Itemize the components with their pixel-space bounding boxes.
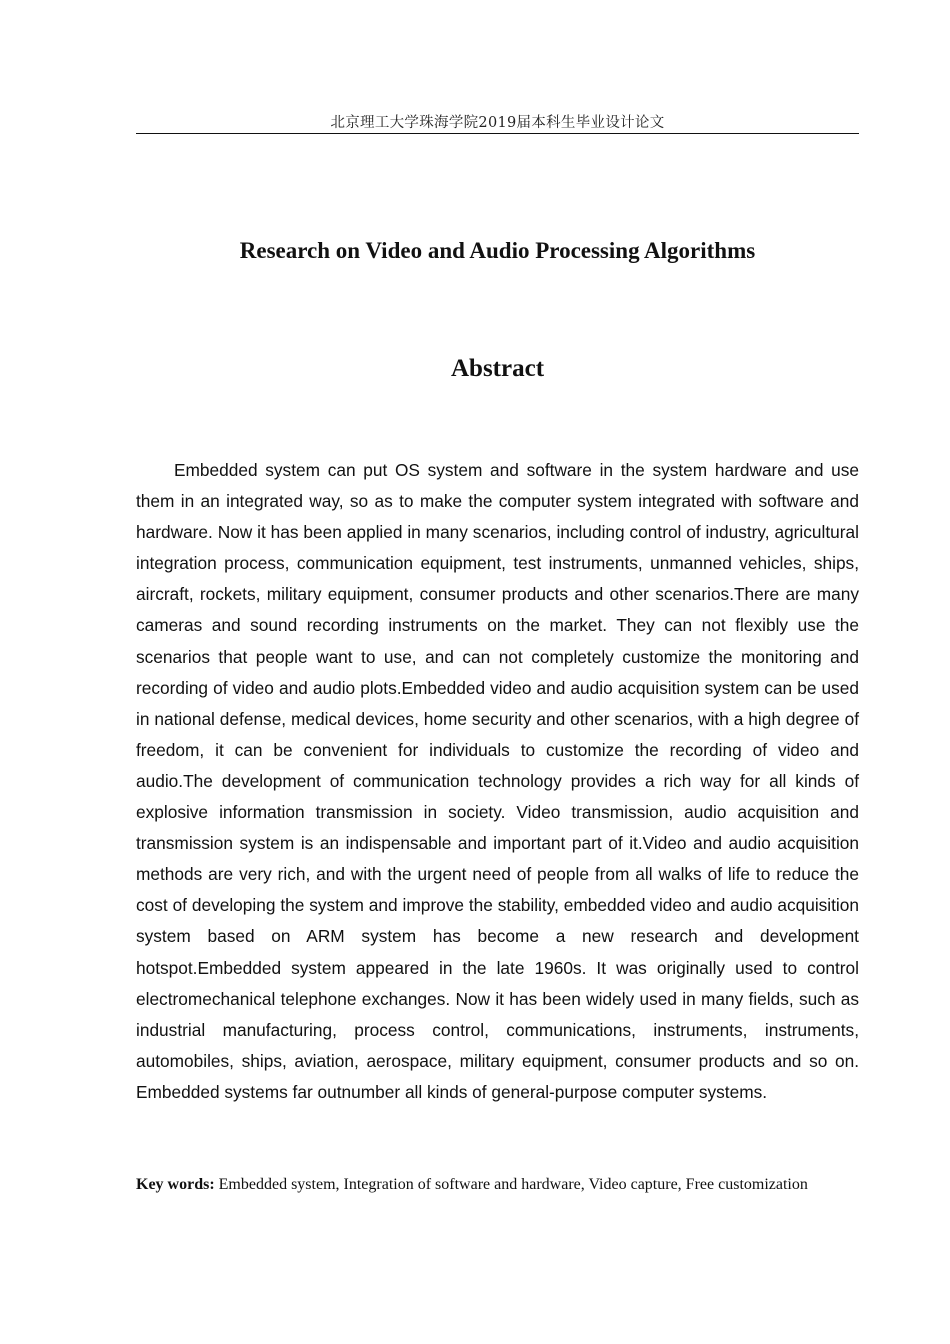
- header-rule: [136, 133, 859, 134]
- abstract-heading: Abstract: [450, 355, 545, 382]
- running-header: 北京理工大学珠海学院2019届本科生毕业设计论文: [330, 115, 665, 131]
- keywords-text: Embedded system, Integration of software and hardware, Video capture, Free customization: [218, 1176, 808, 1193]
- keywords-label: Key words:: [136, 1176, 215, 1193]
- paper-title: Research on Video and Audio Processing Algorithms: [239, 238, 756, 263]
- keywords-line: [136, 1174, 859, 1196]
- abstract-body: Embedded system can put OS system and software in the system hardware and use them in an integrated way, so as to make the computer system integrated with software and hardware. Now it has been applied in many scenarios, including control of industry, agricultural integration process, communication equipment, test instruments, unmanned vehicles, ships, aircraft, rockets, military equipment, consumer products and other scenarios.There are many cameras and sound recording instruments on the market. They can not flexibly use the scenarios that people want to use, and can not completely customize the monitoring and recording of video and audio plots.Embedded video and audio acquisition system can be used in national defense, medical devices, home security and other scenarios, with a high degree of freedom, it can be convenient for individuals to customize the recording of video and audio.The development of communication technology provides a rich way for all kinds of explosive information transmission in society. Video transmission, audio acquisition and transmission system is an indispensable and important part of it.Video and audio acquisition methods are very rich, and with the urgent need of people from all walks of life to reduce the cost of developing the system and improve the stability, embedded video and audio acquisition system based on ARM system has become a new research and development hotspot.Embedded system appeared in the late 1960s. It was originally used to control electromechanical telephone exchanges. Now it has been widely used in many fields, such as industrial manufacturing, process control, communications, instruments, instruments, automobiles, ships, aviation, aerospace, military equipment, consumer products and so on. Embedded systems far outnumber all kinds of general-purpose computer systems.: [136, 460, 859, 1102]
